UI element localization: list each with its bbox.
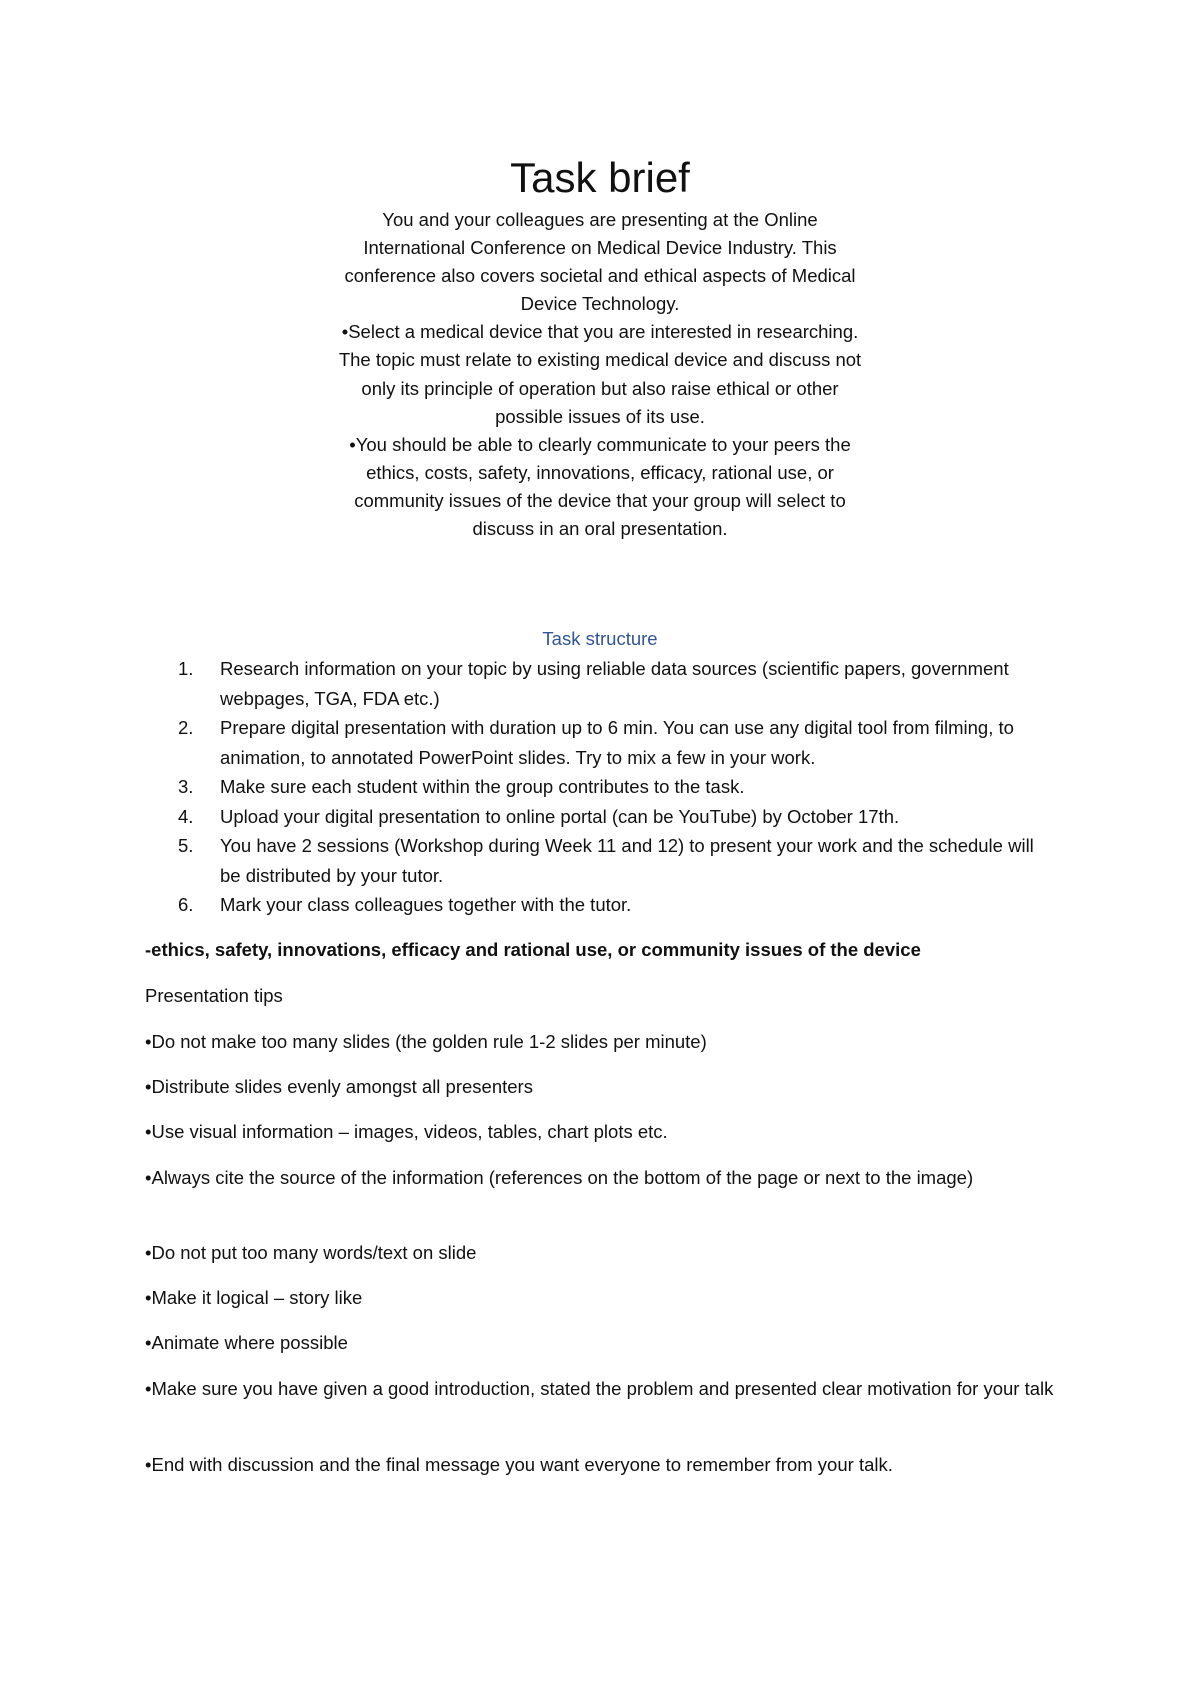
tip-item: •Make it logical – story like [145, 1287, 363, 1308]
list-item-text: Upload your digital presentation to online portal (can be YouTube) by October 17th. [220, 805, 900, 827]
tip-item: •Do not make too many slides (the golden rule 1-2 slides per minute) [145, 1031, 707, 1052]
list-item-text: Research information on your topic by using reliable data sources (scientific papers, government webpages, TGA, FDA etc.) [220, 658, 1009, 709]
tip-item: •Use visual information – images, videos, tables, chart plots etc. [145, 1121, 668, 1142]
list-item [178, 831, 1058, 890]
tip-item: •Do not put too many words/text on slide [145, 1242, 477, 1263]
page-title: Task brief [510, 154, 690, 201]
intro-bullet-communicate: •You should be able to clearly communicate to your peers the ethics, costs, safety, innovations, efficacy, rational use, or community issues of the device that your group will select to discuss in an oral presentation. [349, 433, 851, 540]
list-item [178, 654, 1058, 713]
list-item-text: You have 2 sessions (Workshop during Week 11 and 12) to present your work and the schedule will be distributed by your tutor. [220, 835, 1034, 886]
list-item-text: Prepare digital presentation with duration up to 6 min. You can use any digital tool from filming, to animation, to annotated PowerPoint slides. Try to mix a few in your work. [220, 717, 1014, 768]
presentation-tips-heading: Presentation tips [145, 985, 283, 1006]
list-item [178, 772, 1058, 802]
list-item [178, 713, 1058, 772]
tip-item: •Animate where possible [145, 1332, 348, 1353]
list-item-text: Mark your class colleagues together with the tutor. [220, 894, 632, 915]
tip-item: •Distribute slides evenly amongst all presenters [145, 1076, 533, 1097]
list-number: 2. [178, 717, 194, 738]
list-number: 6. [178, 894, 194, 915]
list-number: 3. [178, 776, 194, 797]
list-item [178, 802, 1058, 832]
list-number: 5. [178, 835, 194, 856]
tip-item: •Always cite the source of the information (references on the bottom of the page or next to the image) [145, 1167, 974, 1188]
intro-block [330, 206, 870, 543]
task-structure-list [178, 654, 1058, 920]
intro-bullet-select-device: •Select a medical device that you are interested in researching. The topic must relate to existing medical device and discuss not only its principle of operation but also raise ethical or other possible issues of its use. [338, 321, 862, 427]
focus-areas-line: -ethics, safety, innovations, efficacy and rational use, or community issues of the device [145, 939, 921, 960]
list-number: 1. [178, 658, 194, 679]
intro-paragraph: You and your colleagues are presenting at the Online International Conference on Medical Device Industry. This conference also covers societal and ethical aspects of Medical Device Technology. [344, 209, 856, 315]
list-item [178, 890, 1058, 920]
tip-item: •End with discussion and the final message you want everyone to remember from your talk. [145, 1454, 893, 1475]
task-structure-heading: Task structure [542, 628, 658, 649]
list-item-text: Make sure each student within the group contributes to the task. [220, 776, 745, 797]
list-number: 4. [178, 805, 194, 827]
tip-item: •Make sure you have given a good introduction, stated the problem and presented clear motivation for your talk [145, 1378, 1054, 1399]
